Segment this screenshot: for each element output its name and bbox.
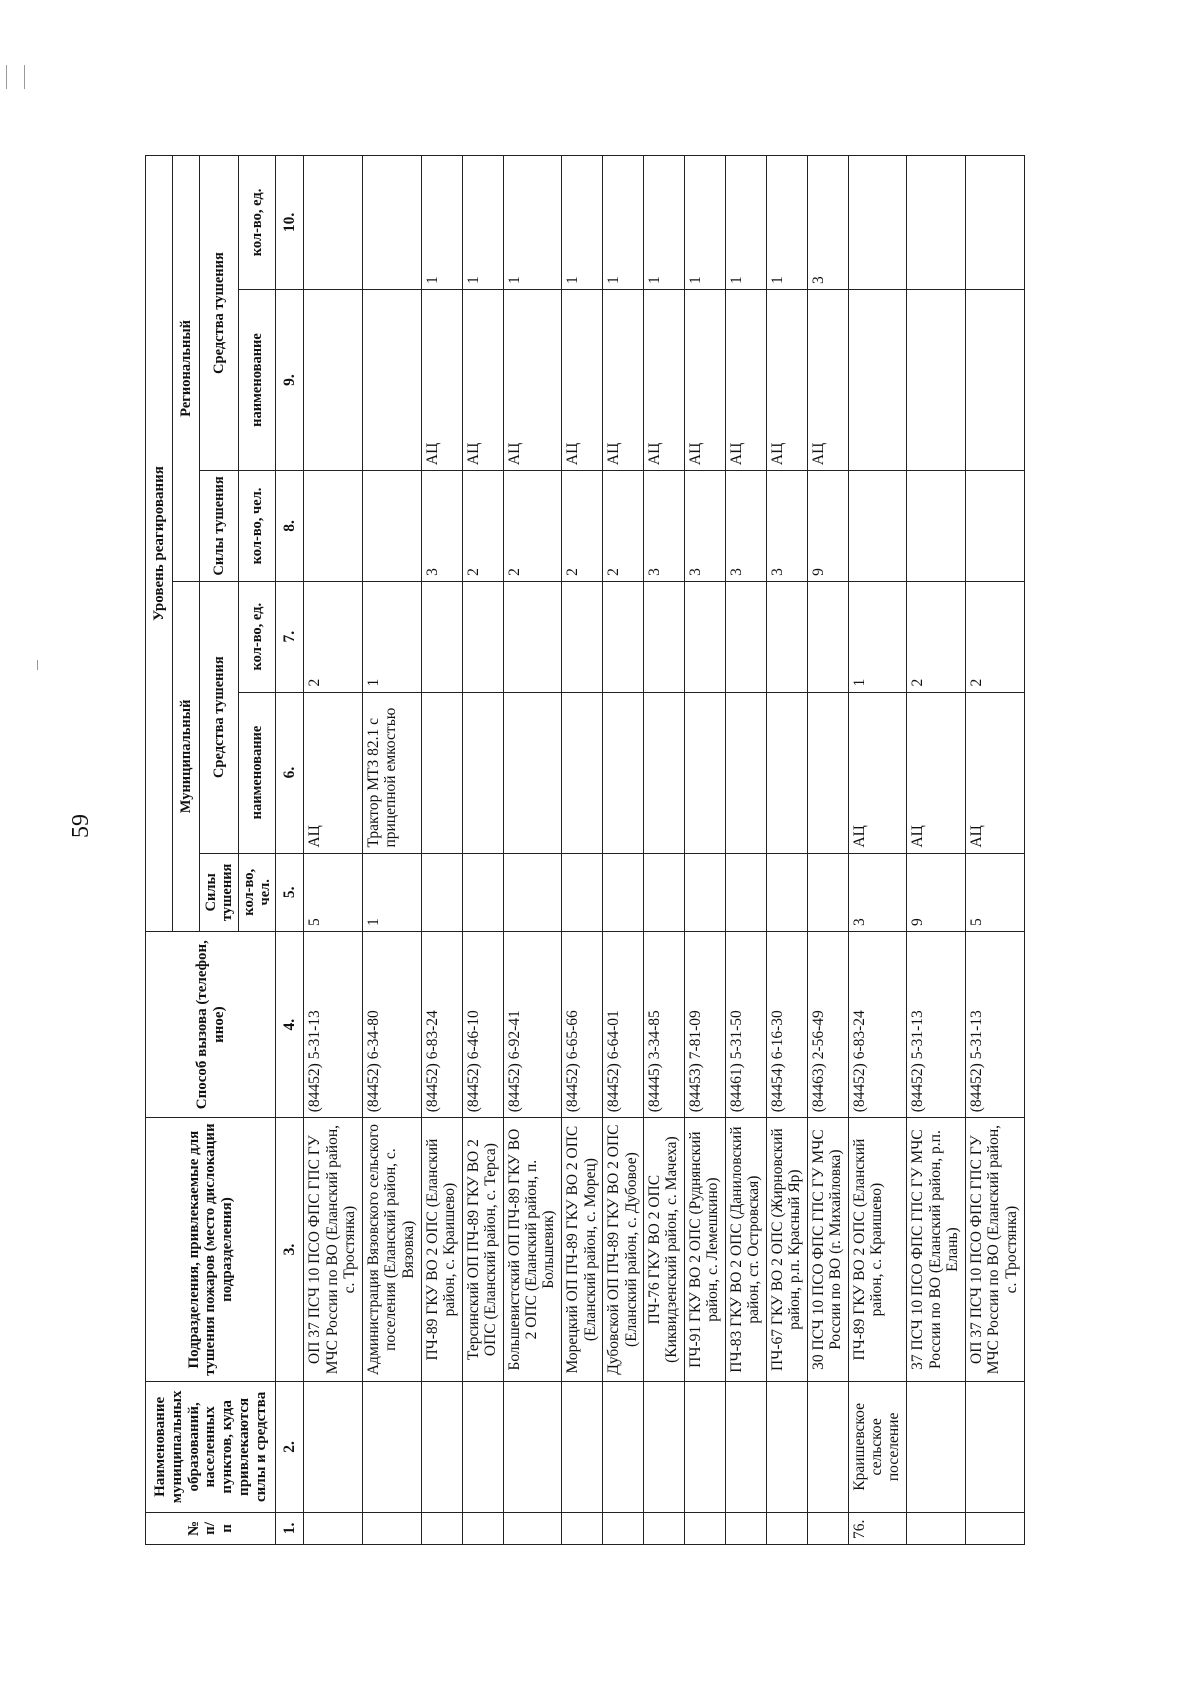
- column-number: 8.: [276, 471, 304, 582]
- column-number: 1.: [276, 1512, 304, 1544]
- regional-means-name: [966, 289, 1025, 470]
- row-number: [603, 1512, 644, 1544]
- municipal-forces: [421, 853, 462, 932]
- municipal-forces: [685, 853, 726, 932]
- municipal-means-name: АЦ: [966, 692, 1025, 853]
- municipality: [421, 1381, 462, 1512]
- regional-forces: 3: [725, 471, 766, 582]
- unit-name: ПЧ-91 ГКУ ВО 2 ОПС (Руднянский район, с. Лемешкино): [685, 1118, 726, 1382]
- table-row: [725, 156, 766, 1545]
- regional-means-name: АЦ: [562, 289, 603, 470]
- header-no: № п/п: [146, 1512, 276, 1544]
- municipal-forces: [462, 853, 503, 932]
- municipality: [907, 1381, 966, 1512]
- municipal-forces: [807, 853, 848, 932]
- regional-forces: 2: [503, 471, 562, 582]
- regional-means-name: [304, 289, 363, 470]
- municipal-forces: [562, 853, 603, 932]
- scan-artifact: [6, 65, 7, 89]
- municipal-forces: 9: [907, 853, 966, 932]
- header-m-qty-units: кол-во, ед.: [239, 581, 276, 692]
- municipal-forces: 5: [304, 853, 363, 932]
- municipality: [725, 1381, 766, 1512]
- table-row: [363, 156, 422, 1545]
- regional-means-name: АЦ: [462, 289, 503, 470]
- row-number: [503, 1512, 562, 1544]
- column-number: 9.: [276, 289, 304, 470]
- municipal-means-qty: [807, 581, 848, 692]
- municipal-means-qty: 2: [907, 581, 966, 692]
- regional-forces: [848, 471, 907, 582]
- row-number: [907, 1512, 966, 1544]
- municipality: Краишевское сельское поселение: [848, 1381, 907, 1512]
- municipal-means-name: [562, 692, 603, 853]
- regional-means-qty: [363, 156, 422, 290]
- municipal-means-qty: [503, 581, 562, 692]
- municipality: [503, 1381, 562, 1512]
- unit-name: Морецкий ОП ПЧ-89 ГКУ ВО 2 ОПС (Еланский район, с. Морец): [562, 1118, 603, 1382]
- regional-forces: 2: [462, 471, 503, 582]
- unit-name: 37 ПСЧ 10 ПСО ФПС ГПС ГУ МЧС России по ВО (Еланский район, р.п. Елань): [907, 1118, 966, 1382]
- regional-means-qty: [966, 156, 1025, 290]
- regional-means-name: АЦ: [685, 289, 726, 470]
- regional-means-qty: 1: [421, 156, 462, 290]
- header-level-regional: Региональный: [173, 156, 200, 582]
- municipal-means-name: [807, 692, 848, 853]
- municipal-forces: 5: [966, 853, 1025, 932]
- call-method: (84452) 5-31-13: [907, 932, 966, 1118]
- header-r-means: Средства тушения: [200, 156, 239, 471]
- regional-means-name: АЦ: [503, 289, 562, 470]
- call-method: (84452) 5-31-13: [304, 932, 363, 1118]
- municipal-means-name: [685, 692, 726, 853]
- table-row: [907, 156, 966, 1545]
- municipality: [766, 1381, 807, 1512]
- row-number: [462, 1512, 503, 1544]
- municipal-forces: 1: [363, 853, 422, 932]
- municipal-means-name: Трактор МТЗ 82.1 с прицепной емкостью: [363, 692, 422, 853]
- regional-forces: 9: [807, 471, 848, 582]
- row-number: [807, 1512, 848, 1544]
- table-row: [644, 156, 685, 1545]
- municipal-means-name: [421, 692, 462, 853]
- unit-name: 30 ПСЧ 10 ПСО ФПС ГПС ГУ МЧС России по ВО (г. Михайловка): [807, 1118, 848, 1382]
- unit-name: Большевистский ОП ПЧ-89 ГКУ ВО 2 ОПС (Еланский район, п. Большевик): [503, 1118, 562, 1382]
- header-m-qty-people: кол-во, чел.: [239, 853, 276, 932]
- regional-means-qty: 1: [562, 156, 603, 290]
- table-row: [603, 156, 644, 1545]
- call-method: (84452) 6-83-24: [848, 932, 907, 1118]
- municipality: [304, 1381, 363, 1512]
- municipality: [603, 1381, 644, 1512]
- municipal-means-qty: [603, 581, 644, 692]
- table-row: [462, 156, 503, 1545]
- regional-means-qty: 1: [766, 156, 807, 290]
- municipal-means-qty: 1: [848, 581, 907, 692]
- unit-name: Дубовской ОП ПЧ-89 ГКУ ВО 2 ОПС (Еланский район, с. Дубовое): [603, 1118, 644, 1382]
- regional-means-name: [363, 289, 422, 470]
- regional-means-qty: 1: [725, 156, 766, 290]
- scan-artifact: [37, 660, 38, 670]
- regional-forces: 2: [603, 471, 644, 582]
- call-method: (84452) 6-92-41: [503, 932, 562, 1118]
- row-number: [304, 1512, 363, 1544]
- scan-artifact: [24, 65, 25, 89]
- table-row: [766, 156, 807, 1545]
- municipal-means-name: [725, 692, 766, 853]
- header-m-forces: Силы тушения: [200, 853, 239, 932]
- header-r-name: наименование: [239, 289, 276, 470]
- row-number: [421, 1512, 462, 1544]
- municipal-means-name: АЦ: [848, 692, 907, 853]
- unit-name: ПЧ-67 ГКУ ВО 2 ОПС (Жирновский район, р.п. Красный Яр): [766, 1118, 807, 1382]
- column-number: 3.: [276, 1118, 304, 1382]
- header-call: Способ вызова (телефон, иное): [146, 932, 276, 1118]
- unit-name: ПЧ-76 ГКУ ВО 2 ОПС (Киквидзенский район, с. Мачеха): [644, 1118, 685, 1382]
- regional-forces: 3: [766, 471, 807, 582]
- regional-means-qty: [848, 156, 907, 290]
- municipality: [644, 1381, 685, 1512]
- unit-name: ОП 37 ПСЧ 10 ПСО ФПС ГПС ГУ МЧС России по ВО (Еланский район, с. Тростянка): [966, 1118, 1025, 1382]
- municipal-means-name: АЦ: [907, 692, 966, 853]
- unit-name: Терсинский ОП ПЧ-89 ГКУ ВО 2 ОПС (Еланский район, с. Терса): [462, 1118, 503, 1382]
- table-row: [685, 156, 726, 1545]
- table-row: [562, 156, 603, 1545]
- municipality: [562, 1381, 603, 1512]
- call-method: (84463) 2-56-49: [807, 932, 848, 1118]
- regional-forces: [907, 471, 966, 582]
- municipal-means-name: [644, 692, 685, 853]
- municipal-means-qty: 1: [363, 581, 422, 692]
- row-number: [725, 1512, 766, 1544]
- municipal-means-name: [503, 692, 562, 853]
- municipal-means-qty: [462, 581, 503, 692]
- header-r-qty-units: кол-во, ед.: [239, 156, 276, 290]
- header-r-forces: Силы тушения: [200, 471, 239, 582]
- regional-means-name: АЦ: [725, 289, 766, 470]
- regional-forces: [966, 471, 1025, 582]
- regional-forces: 3: [644, 471, 685, 582]
- unit-name: ОП 37 ПСЧ 10 ПСО ФПС ГПС ГУ МЧС России по ВО (Еланский район, с. Тростянка): [304, 1118, 363, 1382]
- municipal-means-name: АЦ: [304, 692, 363, 853]
- call-method: (84452) 6-64-01: [603, 932, 644, 1118]
- municipal-means-qty: [421, 581, 462, 692]
- row-number: [685, 1512, 726, 1544]
- regional-means-qty: [304, 156, 363, 290]
- regional-means-name: АЦ: [807, 289, 848, 470]
- regional-means-qty: 1: [503, 156, 562, 290]
- municipal-forces: [644, 853, 685, 932]
- call-method: (84452) 6-83-24: [421, 932, 462, 1118]
- call-method: (84453) 7-81-09: [685, 932, 726, 1118]
- call-method: (84454) 6-16-30: [766, 932, 807, 1118]
- municipal-means-qty: 2: [304, 581, 363, 692]
- rotated-table-container: [145, 155, 1025, 1545]
- header-level: Уровень реагирования: [146, 156, 173, 932]
- municipal-means-qty: [562, 581, 603, 692]
- table-row: [421, 156, 462, 1545]
- call-method: (84461) 5-31-50: [725, 932, 766, 1118]
- municipal-forces: [766, 853, 807, 932]
- column-number: 4.: [276, 932, 304, 1118]
- row-number: [644, 1512, 685, 1544]
- municipal-forces: [503, 853, 562, 932]
- fire-response-table: [145, 155, 1025, 1545]
- column-number: 5.: [276, 853, 304, 932]
- call-method: (84452) 6-34-80: [363, 932, 422, 1118]
- municipality: [685, 1381, 726, 1512]
- regional-means-name: АЦ: [644, 289, 685, 470]
- header-units: Подразделения, привлекаемые для тушения пожаров (место дислокации подразделения): [146, 1118, 276, 1382]
- municipal-forces: [603, 853, 644, 932]
- municipal-means-qty: [644, 581, 685, 692]
- municipal-means-qty: 2: [966, 581, 1025, 692]
- municipal-means-qty: [766, 581, 807, 692]
- table-row: [304, 156, 363, 1545]
- regional-means-name: АЦ: [603, 289, 644, 470]
- regional-means-qty: 1: [603, 156, 644, 290]
- regional-means-qty: 1: [462, 156, 503, 290]
- row-number: [363, 1512, 422, 1544]
- row-number: [966, 1512, 1025, 1544]
- unit-name: Администрация Вязовского сельского поселения (Еланский район, с. Вязовка): [363, 1118, 422, 1382]
- table-row: [966, 156, 1025, 1545]
- table-row: [503, 156, 562, 1545]
- regional-forces: [363, 471, 422, 582]
- call-method: (84452) 6-65-66: [562, 932, 603, 1118]
- municipality: [462, 1381, 503, 1512]
- call-method: (84445) 3-34-85: [644, 932, 685, 1118]
- table-row: [848, 156, 907, 1545]
- municipality: [363, 1381, 422, 1512]
- municipal-means-qty: [725, 581, 766, 692]
- table-row: [807, 156, 848, 1545]
- regional-means-qty: 1: [685, 156, 726, 290]
- unit-name: ПЧ-89 ГКУ ВО 2 ОПС (Еланский район, с. Краишево): [848, 1118, 907, 1382]
- municipal-means-qty: [685, 581, 726, 692]
- column-number: 7.: [276, 581, 304, 692]
- regional-forces: 3: [685, 471, 726, 582]
- header-r-qty-people: кол-во, чел.: [239, 471, 276, 582]
- regional-forces: 3: [421, 471, 462, 582]
- unit-name: ПЧ-89 ГКУ ВО 2 ОПС (Еланский район, с. Краишево): [421, 1118, 462, 1382]
- municipal-means-name: [462, 692, 503, 853]
- regional-means-name: [848, 289, 907, 470]
- municipal-forces: [725, 853, 766, 932]
- regional-means-qty: 3: [807, 156, 848, 290]
- column-number: 10.: [276, 156, 304, 290]
- header-municipal: Наименование муниципальных образований, населенных пунктов, куда привлекаются силы и средства: [146, 1381, 276, 1512]
- header-m-means: Средства тушения: [200, 581, 239, 853]
- call-method: (84452) 6-46-10: [462, 932, 503, 1118]
- row-number: [562, 1512, 603, 1544]
- call-method: (84452) 5-31-13: [966, 932, 1025, 1118]
- header-m-name: наименование: [239, 692, 276, 853]
- row-number: 76.: [848, 1512, 907, 1544]
- municipal-means-name: [603, 692, 644, 853]
- column-number: 6.: [276, 692, 304, 853]
- regional-means-name: АЦ: [421, 289, 462, 470]
- municipal-means-name: [766, 692, 807, 853]
- regional-means-qty: 1: [644, 156, 685, 290]
- regional-forces: 2: [562, 471, 603, 582]
- column-number-row: [276, 156, 304, 1545]
- page-number: 59: [68, 814, 94, 838]
- unit-name: ПЧ-83 ГКУ ВО 2 ОПС (Даниловский район, ст. Островская): [725, 1118, 766, 1382]
- regional-means-name: [907, 289, 966, 470]
- municipality: [966, 1381, 1025, 1512]
- regional-means-name: АЦ: [766, 289, 807, 470]
- header-level-municipal: Муниципальный: [173, 581, 200, 931]
- regional-means-qty: [907, 156, 966, 290]
- row-number: [766, 1512, 807, 1544]
- column-number: 2.: [276, 1381, 304, 1512]
- municipal-forces: 3: [848, 853, 907, 932]
- municipality: [807, 1381, 848, 1512]
- regional-forces: [304, 471, 363, 582]
